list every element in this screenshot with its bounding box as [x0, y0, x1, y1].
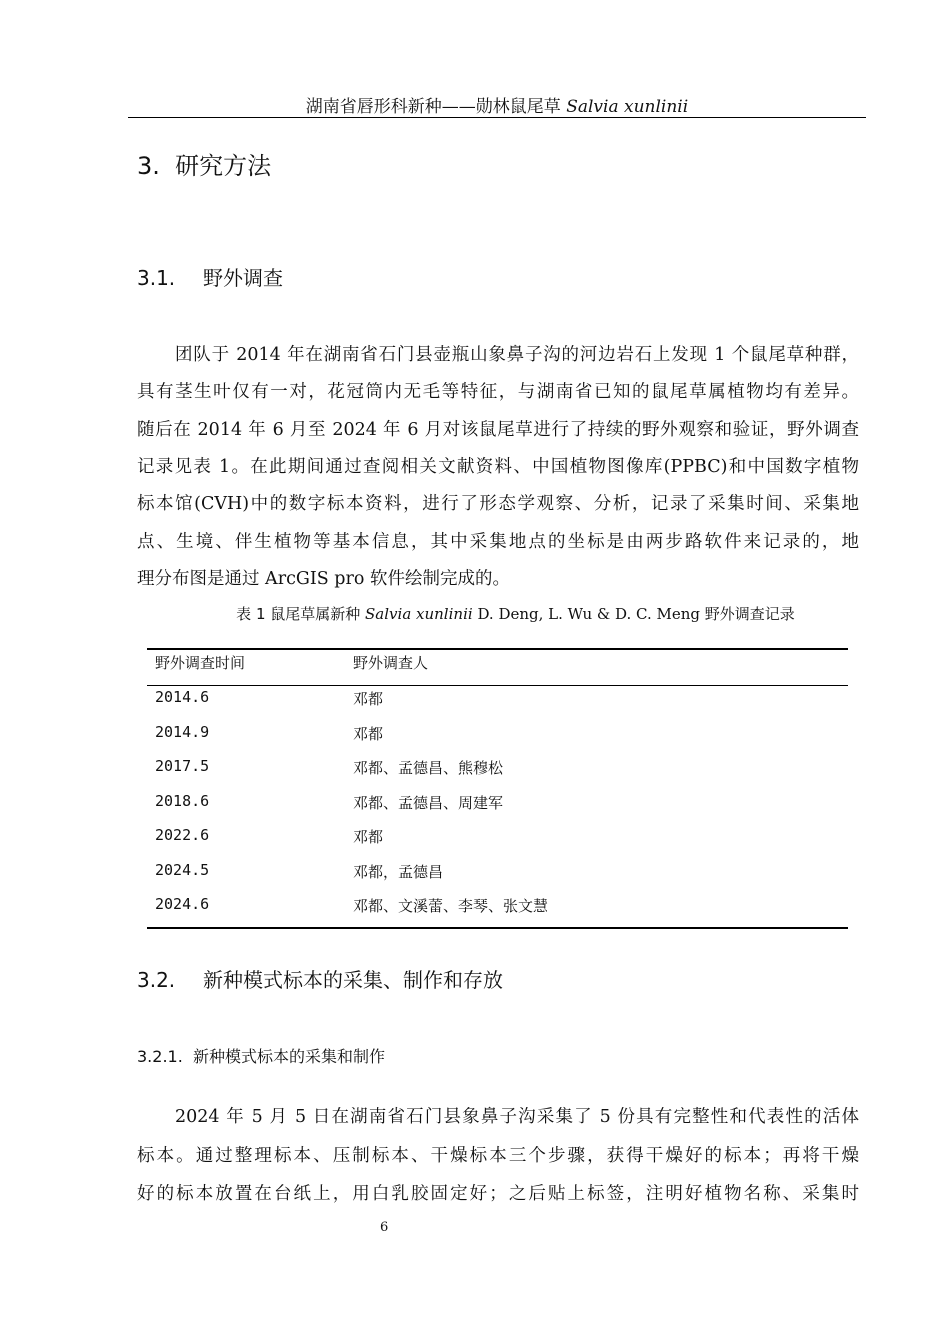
- section-number: 3.2.1.: [137, 1047, 183, 1066]
- paragraph-line: 点、生境、伴生植物等基本信息，其中采集地点的坐标是由两步路软件来记录的，地: [137, 531, 859, 552]
- caption-species: Salvia xunlinii: [365, 605, 473, 623]
- header-species: Salvia xunlinii: [566, 97, 689, 117]
- section-heading-3-2-1: [137, 1044, 385, 1067]
- paragraph-line: 随后在 2014 年 6 月至 2024 年 6 月对该鼠尾草进行了持续的野外观察和验证，野外调查: [137, 419, 859, 440]
- table-header-rule: [147, 685, 848, 686]
- caption-suffix: D. Deng, L. Wu & D. C. Meng 野外调查记录: [472, 605, 795, 623]
- section-title: 研究方法: [175, 152, 272, 180]
- cell-date: 2024.6: [155, 895, 210, 913]
- section-heading-3: [137, 146, 271, 181]
- table-bottom-rule: [147, 927, 848, 929]
- cell-investigators: 邓都: [353, 724, 384, 743]
- cell-investigators: 邓都、孟德昌、熊穆松: [353, 759, 504, 777]
- page-number: 6: [380, 1220, 389, 1235]
- cell-date: 2014.6: [155, 688, 210, 706]
- paragraph-line: 标本馆(CVH)中的数字标本资料，进行了形态学观察、分析，记录了采集时间、采集地: [137, 494, 859, 515]
- section-heading-3-1: [137, 262, 283, 291]
- cell-date: 2024.5: [155, 860, 210, 879]
- cell-investigators: 邓都: [353, 828, 384, 846]
- cell-investigators: 邓都、文溪蕾、李琴、张文慧: [353, 897, 549, 915]
- section-title: 新种模式标本的采集、制作和存放: [203, 968, 503, 992]
- paragraph-line: 标本。通过整理标本、压制标本、干燥标本三个步骤，获得干燥好的标本；再将干燥: [137, 1145, 859, 1166]
- paragraph-line: 具有茎生叶仅有一对，花冠筒内无毛等特征，与湖南省已知的鼠尾草属植物均有差异。: [137, 382, 859, 403]
- paragraph-line: 记录见表 1。在此期间通过查阅相关文献资料、中国植物图像库(PPBC)和中国数字植物: [137, 456, 859, 477]
- running-header: [128, 92, 866, 117]
- header-title: 湖南省唇形科新种——勋林鼠尾草: [305, 97, 561, 117]
- paragraph-line: 好的标本放置在台纸上，用白乳胶固定好；之后贴上标签，注明好植物名称、采集时: [137, 1184, 859, 1204]
- paragraph-line: 团队于 2014 年在湖南省石门县壶瓶山象鼻子沟的河边岩石上发现 1 个鼠尾草种群，: [175, 345, 859, 365]
- cell-investigators: 邓都、孟德昌、周建军: [353, 793, 504, 812]
- section-heading-3-2: [137, 964, 503, 993]
- section-number: 3.: [137, 152, 160, 180]
- cell-date: 2014.9: [155, 722, 210, 741]
- table-caption: [128, 603, 903, 624]
- cell-date: 2017.5: [155, 757, 210, 775]
- table-header-date: 野外调查时间: [155, 654, 246, 672]
- paragraph-line: 2024 年 5 月 5 日在湖南省石门县象鼻子沟采集了 5 份具有完整性和代表性的活体: [175, 1107, 859, 1127]
- section-title: 野外调查: [203, 266, 283, 290]
- paragraph-line: 理分布图是通过 ArcGIS pro 软件绘制完成的。: [137, 568, 510, 589]
- cell-date: 2022.6: [155, 826, 210, 844]
- header-rule: [128, 117, 866, 118]
- caption-prefix: 表 1 鼠尾草属新种: [236, 605, 366, 623]
- cell-investigators: 邓都: [353, 690, 384, 708]
- table-top-rule: [147, 648, 848, 650]
- cell-date: 2018.6: [155, 791, 210, 810]
- section-number: 3.1.: [137, 266, 176, 290]
- section-number: 3.2.: [137, 968, 176, 992]
- section-title: 新种模式标本的采集和制作: [193, 1047, 386, 1066]
- cell-investigators: 邓都，孟德昌: [353, 862, 444, 881]
- table-header-investigators: 野外调查人: [353, 654, 429, 672]
